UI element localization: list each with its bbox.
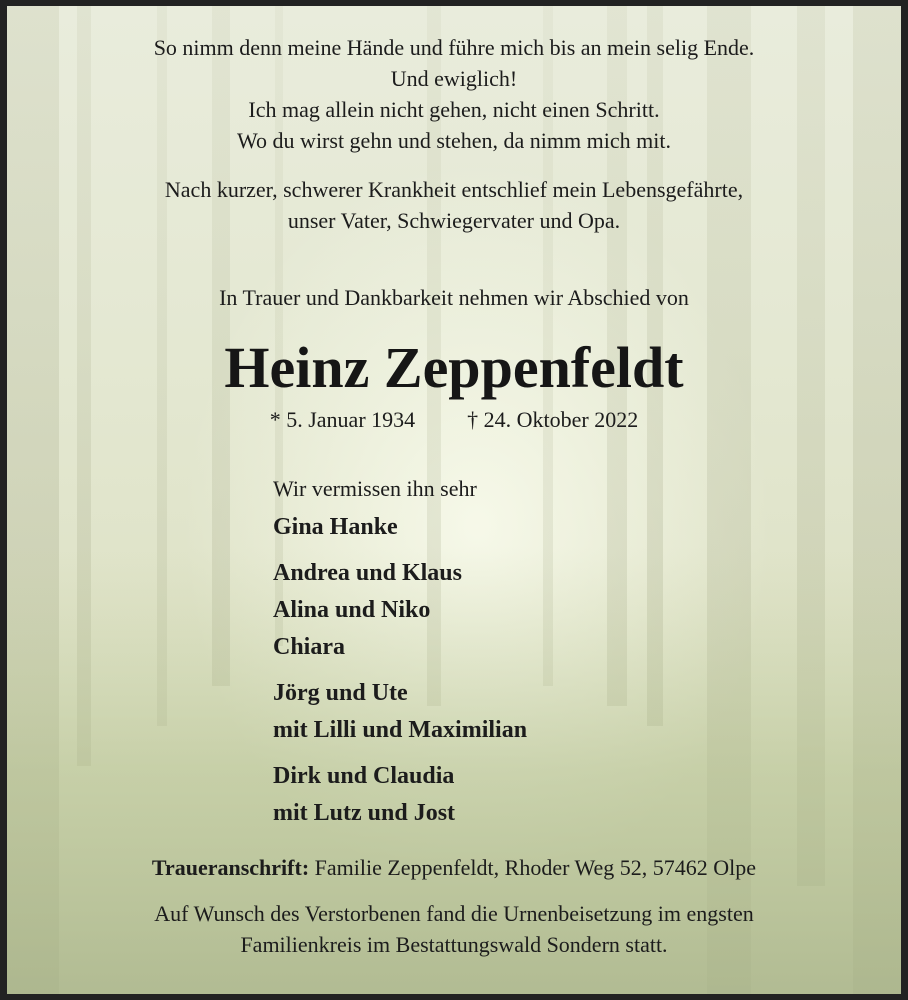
- mourner-group: [273, 758, 833, 832]
- notice-content: [7, 6, 901, 994]
- mourner-name: Gina Hanke: [273, 514, 398, 540]
- mourners-intro: Wir vermissen ihn sehr: [273, 476, 477, 501]
- address-value: Familie Zeppenfeldt, Rhoder Weg 52, 57462 Olpe: [309, 855, 757, 880]
- mourner-group: [273, 555, 833, 666]
- address-label: Traueranschrift:: [151, 855, 310, 880]
- death-announcement: [7, 174, 901, 236]
- mourner-name: Andrea und Klaus: [273, 560, 462, 586]
- poem-line: So nimm denn meine Hände und führe mich bis an mein selig Ende.: [153, 35, 755, 60]
- poem-line: Ich mag allein nicht gehen, nicht einen Schritt.: [248, 97, 660, 122]
- mourners-list: [273, 472, 833, 841]
- burial-note: [7, 898, 901, 960]
- mourner-name: Chiara: [273, 634, 345, 660]
- birth-date: * 5. Januar 1934: [269, 407, 416, 432]
- poem-line: Und ewiglich!: [390, 66, 518, 91]
- obituary-notice: [7, 6, 901, 994]
- mourner-group: [273, 675, 833, 749]
- mourner-name: mit Lutz und Jost: [273, 800, 456, 826]
- mourner-name: Alina und Niko: [273, 597, 431, 623]
- mourner-name: mit Lilli und Maximilian: [273, 717, 528, 743]
- mourning-address: [7, 852, 901, 884]
- mourner-name: Jörg und Ute: [273, 680, 408, 706]
- deceased-name: Heinz Zeppenfeldt: [224, 335, 684, 400]
- mourner-name: Dirk und Claudia: [273, 763, 455, 789]
- death-date: † 24. Oktober 2022: [467, 407, 639, 432]
- farewell-lead: In Trauer und Dankbarkeit nehmen wir Abschied von: [219, 285, 689, 310]
- announcement-line: Nach kurzer, schwerer Krankheit entschlief mein Lebensgefährte,: [164, 177, 744, 202]
- mourner-group: [273, 509, 833, 546]
- poem-line: Wo du wirst gehn und stehen, da nimm mich mit.: [237, 128, 671, 153]
- announcement-line: unser Vater, Schwiegervater und Opa.: [287, 208, 621, 233]
- life-dates: [7, 404, 901, 436]
- note-line: Familienkreis im Bestattungswald Sondern statt.: [240, 932, 668, 957]
- poem-verse: [7, 32, 901, 156]
- note-line: Auf Wunsch des Verstorbenen fand die Urnenbeisetzung im engsten: [154, 901, 754, 926]
